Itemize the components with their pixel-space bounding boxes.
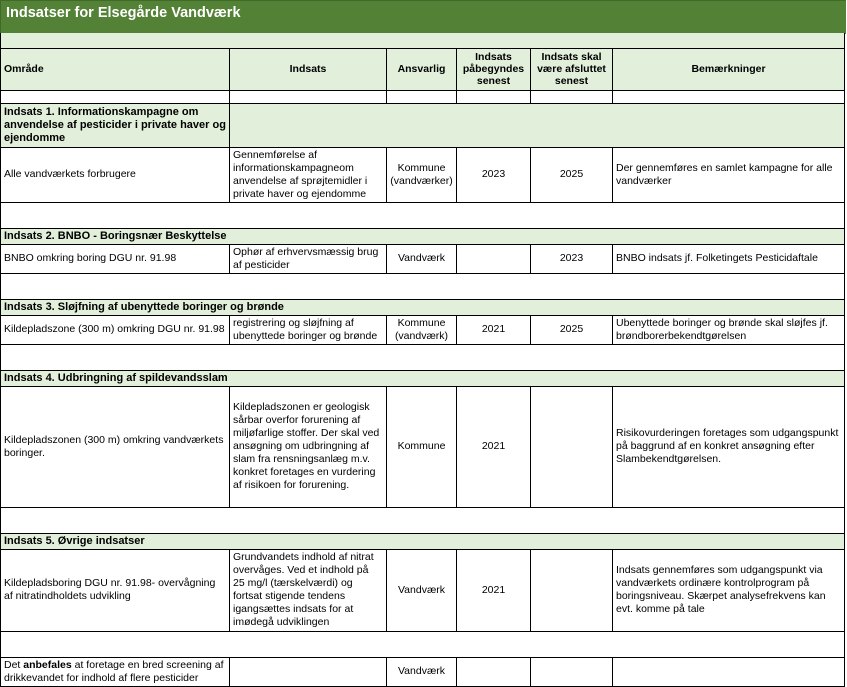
cell-area: Alle vandværkets forbrugere — [1, 147, 230, 202]
header-row — [1, 48, 845, 90]
section-heading-row — [1, 533, 845, 549]
table-row — [1, 244, 845, 273]
cell-area: Kildepladsboring DGU nr. 91.98- overvågning af nitratindholdets udvikling — [1, 549, 230, 631]
cell-start — [457, 244, 531, 273]
cell-action: Kildepladszonen er geologisk sårbar overfor forurening af miljøfarlige stoffer. Der skal ved ansøgning om udbringning af slam fra rensningsanlæg m.v. konkret foretages en vurdering af risikoen for forurening. — [230, 386, 387, 507]
cell-end: 2025 — [531, 315, 613, 344]
section-heading: Indsats 3. Sløjfning af ubenyttede boringer og brønde — [1, 299, 845, 315]
cell-action: registrering og sløjfning af ubenyttede boringer og brønde — [230, 315, 387, 344]
cell-remarks: BNBO indsats jf. Folketingets Pesticidaftale — [613, 244, 845, 273]
section-heading-row — [1, 228, 845, 244]
spacer-row — [1, 33, 845, 48]
blank-row — [1, 273, 845, 299]
header-end: Indsats skal være afsluttet senest — [531, 48, 613, 90]
header-area: Område — [1, 48, 230, 90]
cell-remarks: Indsats gennemføres som udgangspunkt via vandværkets ordinære kontrolprogram på boringsniveau. Skærpet analysefrekvens kan evt. komme på tale — [613, 549, 845, 631]
section-heading-row — [1, 103, 845, 147]
sheet-title-bar — [0, 0, 846, 34]
cell-end — [531, 386, 613, 507]
cell-area: Kildepladszonen (300 m) omkring vandværkets boringer. — [1, 386, 230, 507]
table-row — [1, 315, 845, 344]
blank-row — [1, 631, 845, 657]
cell-responsible: Kommune (vandværker) — [387, 147, 457, 202]
cell-area: Det anbefales at foretage en bred screening af drikkevandet for indhold af flere pesticider — [1, 657, 230, 686]
cell-start: 2021 — [457, 386, 531, 507]
blank-row — [1, 507, 845, 533]
blank-row — [1, 202, 845, 228]
cell-end — [531, 549, 613, 631]
sheet-title: Indsatser for Elsegårde Vandværk — [6, 5, 241, 21]
cell-responsible: Vandværk — [387, 549, 457, 631]
cell-area: Kildepladszone (300 m) omkring DGU nr. 91.98 — [1, 315, 230, 344]
cell-action: Ophør af erhvervsmæssig brug af pesticider — [230, 244, 387, 273]
blank-row — [1, 90, 845, 103]
cell-remarks: Risikovurderingen foretages som udgangspunkt på baggrund af en konkret ansøgning efter Slambekendtgørelsen. — [613, 386, 845, 507]
header-remarks: Bemærkninger — [613, 48, 845, 90]
cell-responsible: Vandværk — [387, 244, 457, 273]
cell-responsible: Kommune (vandværk) — [387, 315, 457, 344]
cell-remarks: Ubenyttede boringer og brønde skal sløjfes jf. brøndborerbekendtgørelsen — [613, 315, 845, 344]
section-heading-row — [1, 299, 845, 315]
header-start: Indsats påbegyndes senest — [457, 48, 531, 90]
actions-table — [0, 33, 845, 687]
blank-row — [1, 344, 845, 370]
table-row — [1, 657, 845, 686]
cell-start: 2023 — [457, 147, 531, 202]
cell-remarks: Der gennemføres en samlet kampagne for alle vandværker — [613, 147, 845, 202]
table-row — [1, 549, 845, 631]
section-heading: Indsats 2. BNBO - Boringsnær Beskyttelse — [1, 228, 845, 244]
header-action: Indsats — [230, 48, 387, 90]
table-row — [1, 386, 845, 507]
section-heading-row — [1, 370, 845, 386]
cell-start: 2021 — [457, 549, 531, 631]
cell-end: 2023 — [531, 244, 613, 273]
section-heading: Indsats 4. Udbringning af spildevandsslam — [1, 370, 845, 386]
cell-action: Gennemførelse af informationskampagneom anvendelse af sprøjtemidler i private haver og ejendomme — [230, 147, 387, 202]
cell-end: 2025 — [531, 147, 613, 202]
cell-start: 2021 — [457, 315, 531, 344]
cell-responsible: Kommune — [387, 386, 457, 507]
cell-area: BNBO omkring boring DGU nr. 91.98 — [1, 244, 230, 273]
cell-responsible: Vandværk — [387, 657, 457, 686]
section-heading: Indsats 1. Informationskampagne om anvendelse af pesticider i private haver og ejendomme — [1, 103, 230, 147]
table-row — [1, 147, 845, 202]
section-heading: Indsats 5. Øvrige indsatser — [1, 533, 845, 549]
cell-action: Grundvandets indhold af nitrat overvåges. Ved et indhold på 25 mg/l (tærskelværdi) og fortsat stigende tendens igangsættes indsats for at imødegå udviklingen — [230, 549, 387, 631]
header-responsible: Ansvarlig — [387, 48, 457, 90]
